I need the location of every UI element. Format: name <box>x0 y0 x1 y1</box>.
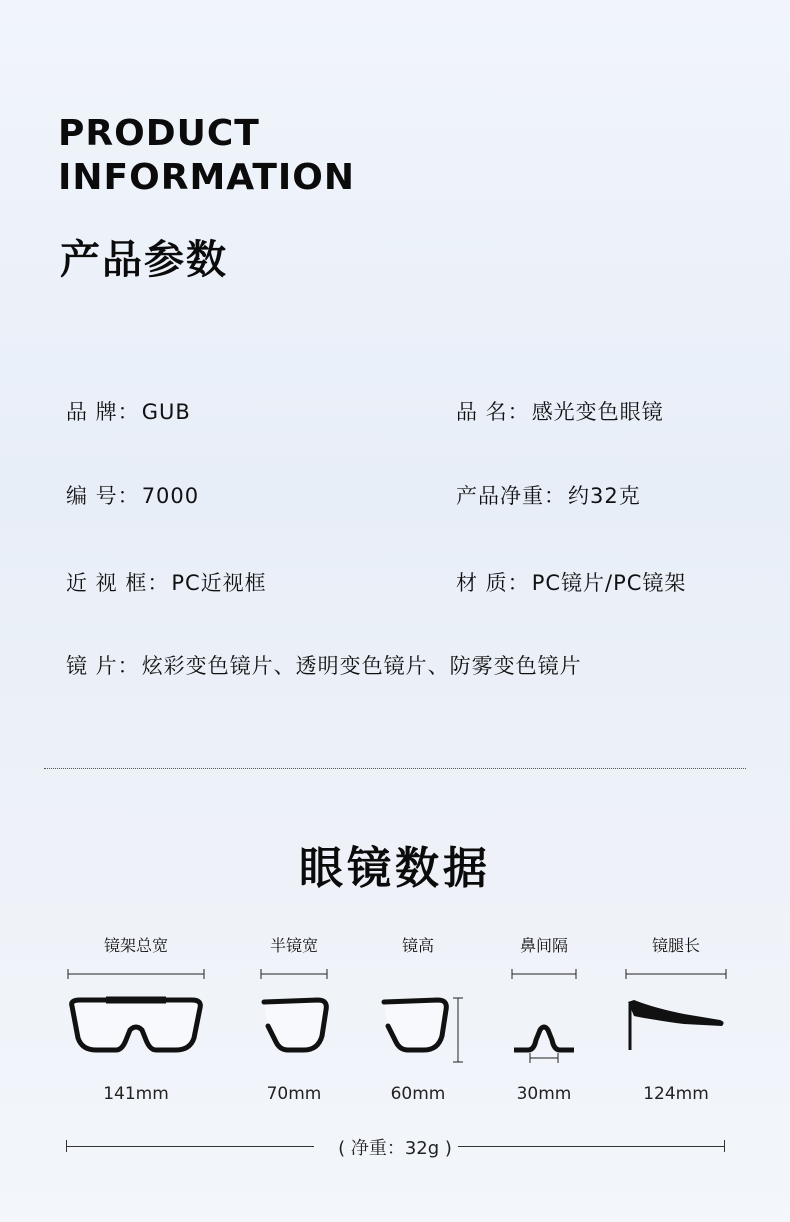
temple-arm-icon <box>624 964 728 1074</box>
spec-value: 约32克 <box>568 484 641 508</box>
half-lens-icon <box>258 964 330 1074</box>
dimension-value: 141mm <box>103 1084 169 1104</box>
section-divider <box>44 768 746 769</box>
spec-model-number <box>66 480 199 510</box>
spec-net-weight <box>456 480 641 510</box>
spec-lens <box>66 650 582 680</box>
dimension-value: 70mm <box>266 1084 322 1104</box>
spec-label: 材 质： <box>456 571 530 595</box>
dimension-value: 60mm <box>390 1084 446 1104</box>
dimension-label: 镜腿长 <box>651 936 700 955</box>
dimension-label: 镜架总宽 <box>103 936 168 955</box>
net-weight-label: ( 净重：32g ) <box>338 1138 452 1159</box>
spec-myopia-frame <box>66 567 267 597</box>
spec-value: GUB <box>141 400 191 424</box>
dimension-label: 镜高 <box>401 936 434 955</box>
spec-label: 编 号： <box>66 484 140 508</box>
spec-label: 品 牌： <box>66 400 140 424</box>
lens-height-icon <box>380 964 464 1074</box>
spec-material <box>456 567 686 597</box>
dimension-value: 30mm <box>516 1084 572 1104</box>
glasses-front-icon <box>66 964 206 1074</box>
spec-value: PC近视框 <box>171 571 267 595</box>
spec-label: 近 视 框： <box>66 571 170 595</box>
page-title-cn: 产品参数 <box>60 237 228 283</box>
spec-label: 品 名： <box>456 400 530 424</box>
spec-label: 镜 片： <box>66 654 140 678</box>
spec-value: PC镜片/PC镜架 <box>531 571 687 595</box>
page-title-en <box>58 112 355 200</box>
spec-product-name <box>456 396 664 426</box>
dimension-value: 124mm <box>643 1084 709 1104</box>
section-title: 眼镜数据 <box>299 843 491 894</box>
dimension-label: 半镜宽 <box>269 936 318 955</box>
dimension-label: 鼻间隔 <box>519 936 568 955</box>
spec-value: 7000 <box>141 484 200 508</box>
title-line-1: PRODUCT <box>58 113 260 154</box>
spec-label: 产品净重： <box>456 484 566 508</box>
nose-bridge-icon <box>508 964 580 1074</box>
spec-value: 炫彩变色镜片、透明变色镜片、防雾变色镜片 <box>141 654 582 678</box>
spec-brand <box>66 396 191 426</box>
title-line-2: INFORMATION <box>58 157 356 198</box>
spec-value: 感光变色眼镜 <box>531 400 664 424</box>
